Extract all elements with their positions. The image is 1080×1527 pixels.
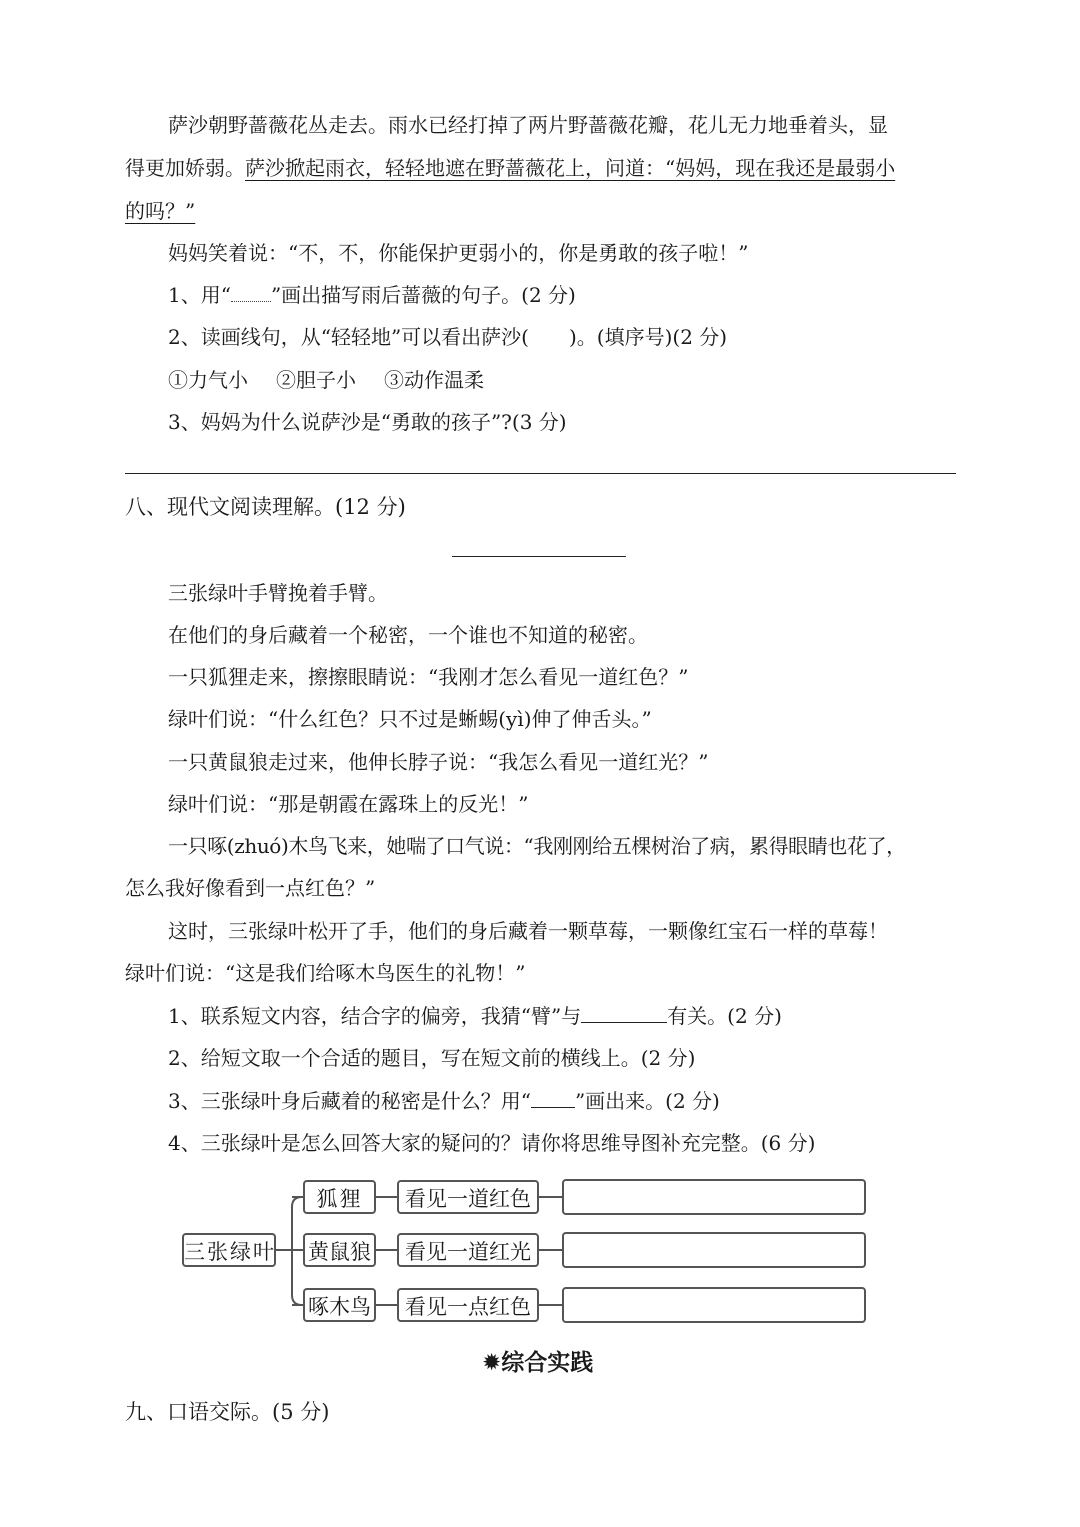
mind-map-saw: 看见一道红光 [397, 1233, 539, 1267]
question-text: )。(填序号)(2 分) [568, 325, 728, 349]
mind-map-answer-box[interactable] [562, 1232, 866, 1268]
story-line: 这时，三张绿叶松开了手，他们的身后藏着一颗草莓，一颗像红宝石一样的草莓！ [168, 919, 888, 943]
story-line: 绿叶们说：“那是朝霞在露珠上的反光！” [168, 792, 529, 816]
question-text: ”画出来。(2 分) [574, 1089, 720, 1113]
option: ①力气小 [168, 368, 248, 392]
practice-heading: ✹综合实践 [482, 1350, 594, 1376]
story-line: 绿叶们说：“这是我们给啄木鸟医生的礼物！” [125, 961, 526, 985]
mind-map-saw: 看见一道红色 [397, 1180, 539, 1214]
underlined-sentence: 的吗？” [125, 199, 196, 223]
s8-question-2: 2、给短文取一个合适的题目，写在短文前的横线上。(2 分) [168, 1046, 696, 1070]
underlined-sentence: 萨沙掀起雨衣，轻轻地遮在野蔷薇花上，问道：“妈妈，现在我还是最弱小 [245, 156, 896, 180]
story-line: 一只啄(zhuó)木鸟飞来，她喘了口气说：“我刚刚给五棵树治了病，累得眼睛也花了， [168, 834, 906, 858]
story-line: 绿叶们说：“什么红色？只不过是蜥蜴(yì)伸了伸舌头。” [168, 707, 652, 731]
story-line: 在他们的身后藏着一个秘密，一个谁也不知道的秘密。 [168, 623, 648, 647]
mind-map-animal-fox: 狐狸 [303, 1180, 376, 1214]
s8-question-4: 4、三张绿叶是怎么回答大家的疑问的？请你将思维导图补充完整。(6 分) [168, 1131, 816, 1155]
mind-map-saw: 看见一点红色 [397, 1288, 539, 1322]
question-text: 2、读画线句，从“轻轻地”可以看出萨沙( [168, 325, 529, 349]
passage-text: 得更加娇弱。 [125, 156, 245, 180]
passage-line: 萨沙朝野蔷薇花丛走去。雨水已经打掉了两片野蔷薇花瓣，花儿无力地垂着头，显 [168, 113, 888, 137]
section-9-title: 九、口语交际。(5 分) [125, 1400, 330, 1424]
story-line: 一只黄鼠狼走过来，他伸长脖子说：“我怎么看见一道红光？” [168, 750, 709, 774]
story-line: 三张绿叶手臂挽着手臂。 [168, 581, 388, 605]
option: ③动作温柔 [384, 368, 484, 392]
story-line: 一只狐狸走来，擦擦眼睛说：“我刚才怎么看见一道红色？” [168, 665, 689, 689]
mind-map-animal-woodpecker: 啄木鸟 [303, 1288, 376, 1322]
mind-map-answer-box[interactable] [562, 1287, 866, 1323]
mind-map-animal-weasel: 黄鼠狼 [303, 1233, 376, 1267]
passage-line: 妈妈笑着说：“不，不，你能保护更弱小的，你是勇敢的孩子啦！” [168, 241, 749, 265]
option: ②胆子小 [276, 368, 356, 392]
story-line: 怎么我好像看到一点红色？” [125, 876, 376, 900]
question-text: 3、三张绿叶身后藏着的秘密是什么？用“ [168, 1089, 531, 1113]
mind-map-answer-box[interactable] [562, 1179, 866, 1215]
question-text: ”画出描写雨后蔷薇的句子。(2 分) [270, 283, 576, 307]
question-text: 有关。(2 分) [667, 1004, 782, 1028]
section-8-title: 八、现代文阅读理解。(12 分) [125, 495, 406, 519]
question-text: 1、联系短文内容，结合字的偏旁，我猜“臂”与 [168, 1004, 582, 1028]
question-text: 1、用“ [168, 283, 231, 307]
mind-map-root: 三张绿叶 [182, 1233, 276, 1267]
question-3: 3、妈妈为什么说萨沙是“勇敢的孩子”?(3 分) [168, 410, 567, 434]
